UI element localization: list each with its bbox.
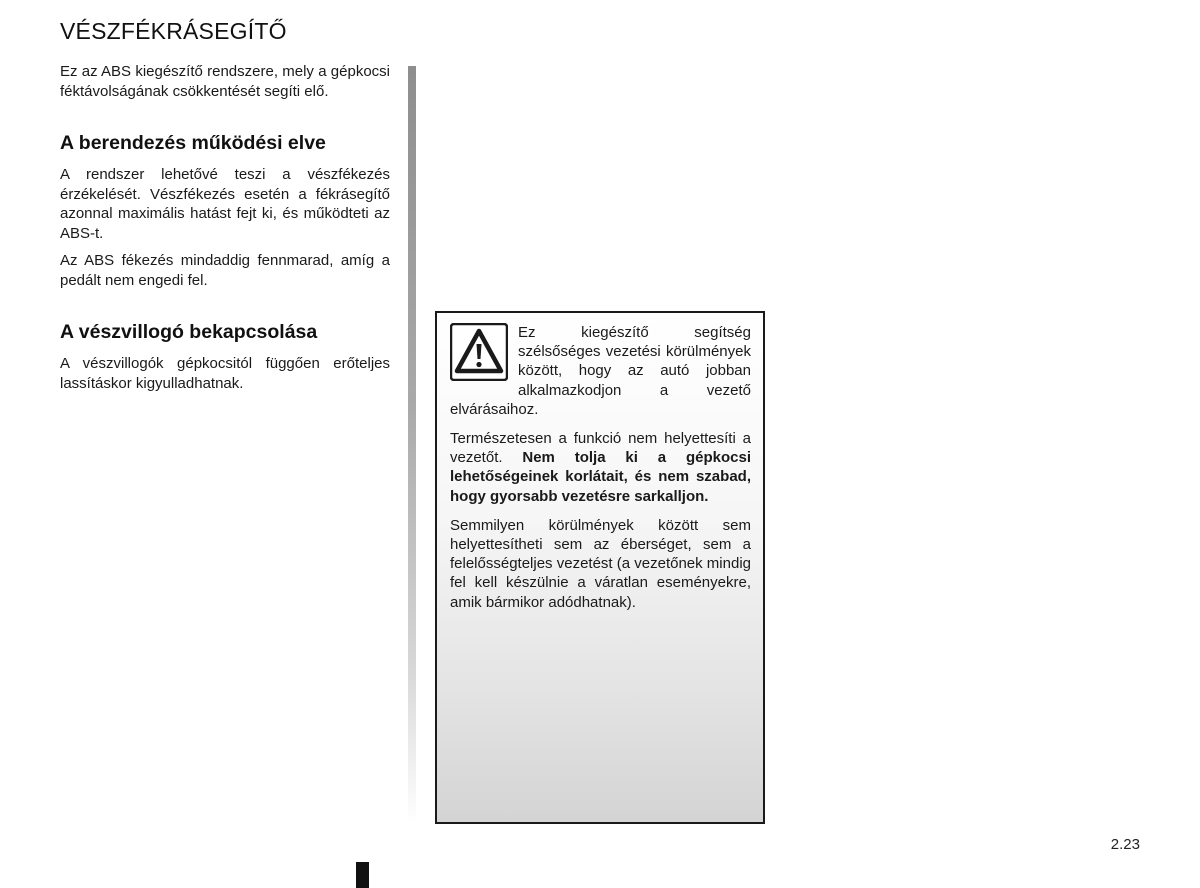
edge-marker — [356, 862, 369, 888]
page-number: 2.23 — [1110, 836, 1140, 853]
section-operation — [60, 131, 390, 290]
left-column — [60, 62, 390, 401]
warning-triangle-icon — [450, 323, 508, 381]
section-heading-operation: A berendezés működési elve — [60, 132, 326, 154]
warning-box — [435, 311, 765, 824]
warning-paragraph-2 — [450, 429, 751, 506]
operation-paragraph-2: Az ABS fékezés mindaddig fennmarad, amíg a pedált nem engedi fel. — [60, 252, 390, 289]
page-title: VÉSZFÉKRÁSEGÍTŐ — [60, 18, 287, 44]
section-hazard-lights — [60, 320, 390, 393]
warning-paragraph-3: Semmilyen körülmények között sem helyettesítheti sem az éberséget, sem a felelősségteljes vezetést (a vezetőnek mindig fel kell készülnie a váratlan eseményekre, amik bármikor adódhatnak). — [450, 516, 751, 611]
intro-paragraph: Ez az ABS kiegészítő rendszere, mely a gépkocsi féktávolságának csökkentését segíti elő. — [60, 63, 390, 100]
section-heading-hazard-lights: A vészvillogó bekapcsolása — [60, 321, 318, 343]
warning-paragraph-2-bold: Nem tolja ki a gépkocsi lehetőségeinek korlátait, és nem szabad, hogy gyorsabb vezetésre sarkalljon. — [450, 449, 751, 505]
operation-paragraph-1: A rendszer lehetővé teszi a vészfékezés érzékelését. Vészfékezés esetén a fékrásegítő azonnal maximális hatást fejt ki, és működteti az ABS-t. — [60, 166, 390, 242]
warning-paragraph-2-normal: Természetesen a funkció nem helyettesíti a vezetőt. — [450, 430, 751, 467]
hazard-lights-paragraph: A vészvillogók gépkocsitól függően erőteljes lassításkor kigyulladhatnak. — [60, 355, 390, 392]
warning-paragraph-1-text: Ez kiegészítő segítség szélsőséges vezetési körülmények között, hogy az autó jobban alkalmazkodjon a vezető elvárásaihoz. — [450, 324, 751, 418]
column-divider-bar — [408, 66, 416, 824]
warning-paragraph-1 — [450, 323, 751, 419]
